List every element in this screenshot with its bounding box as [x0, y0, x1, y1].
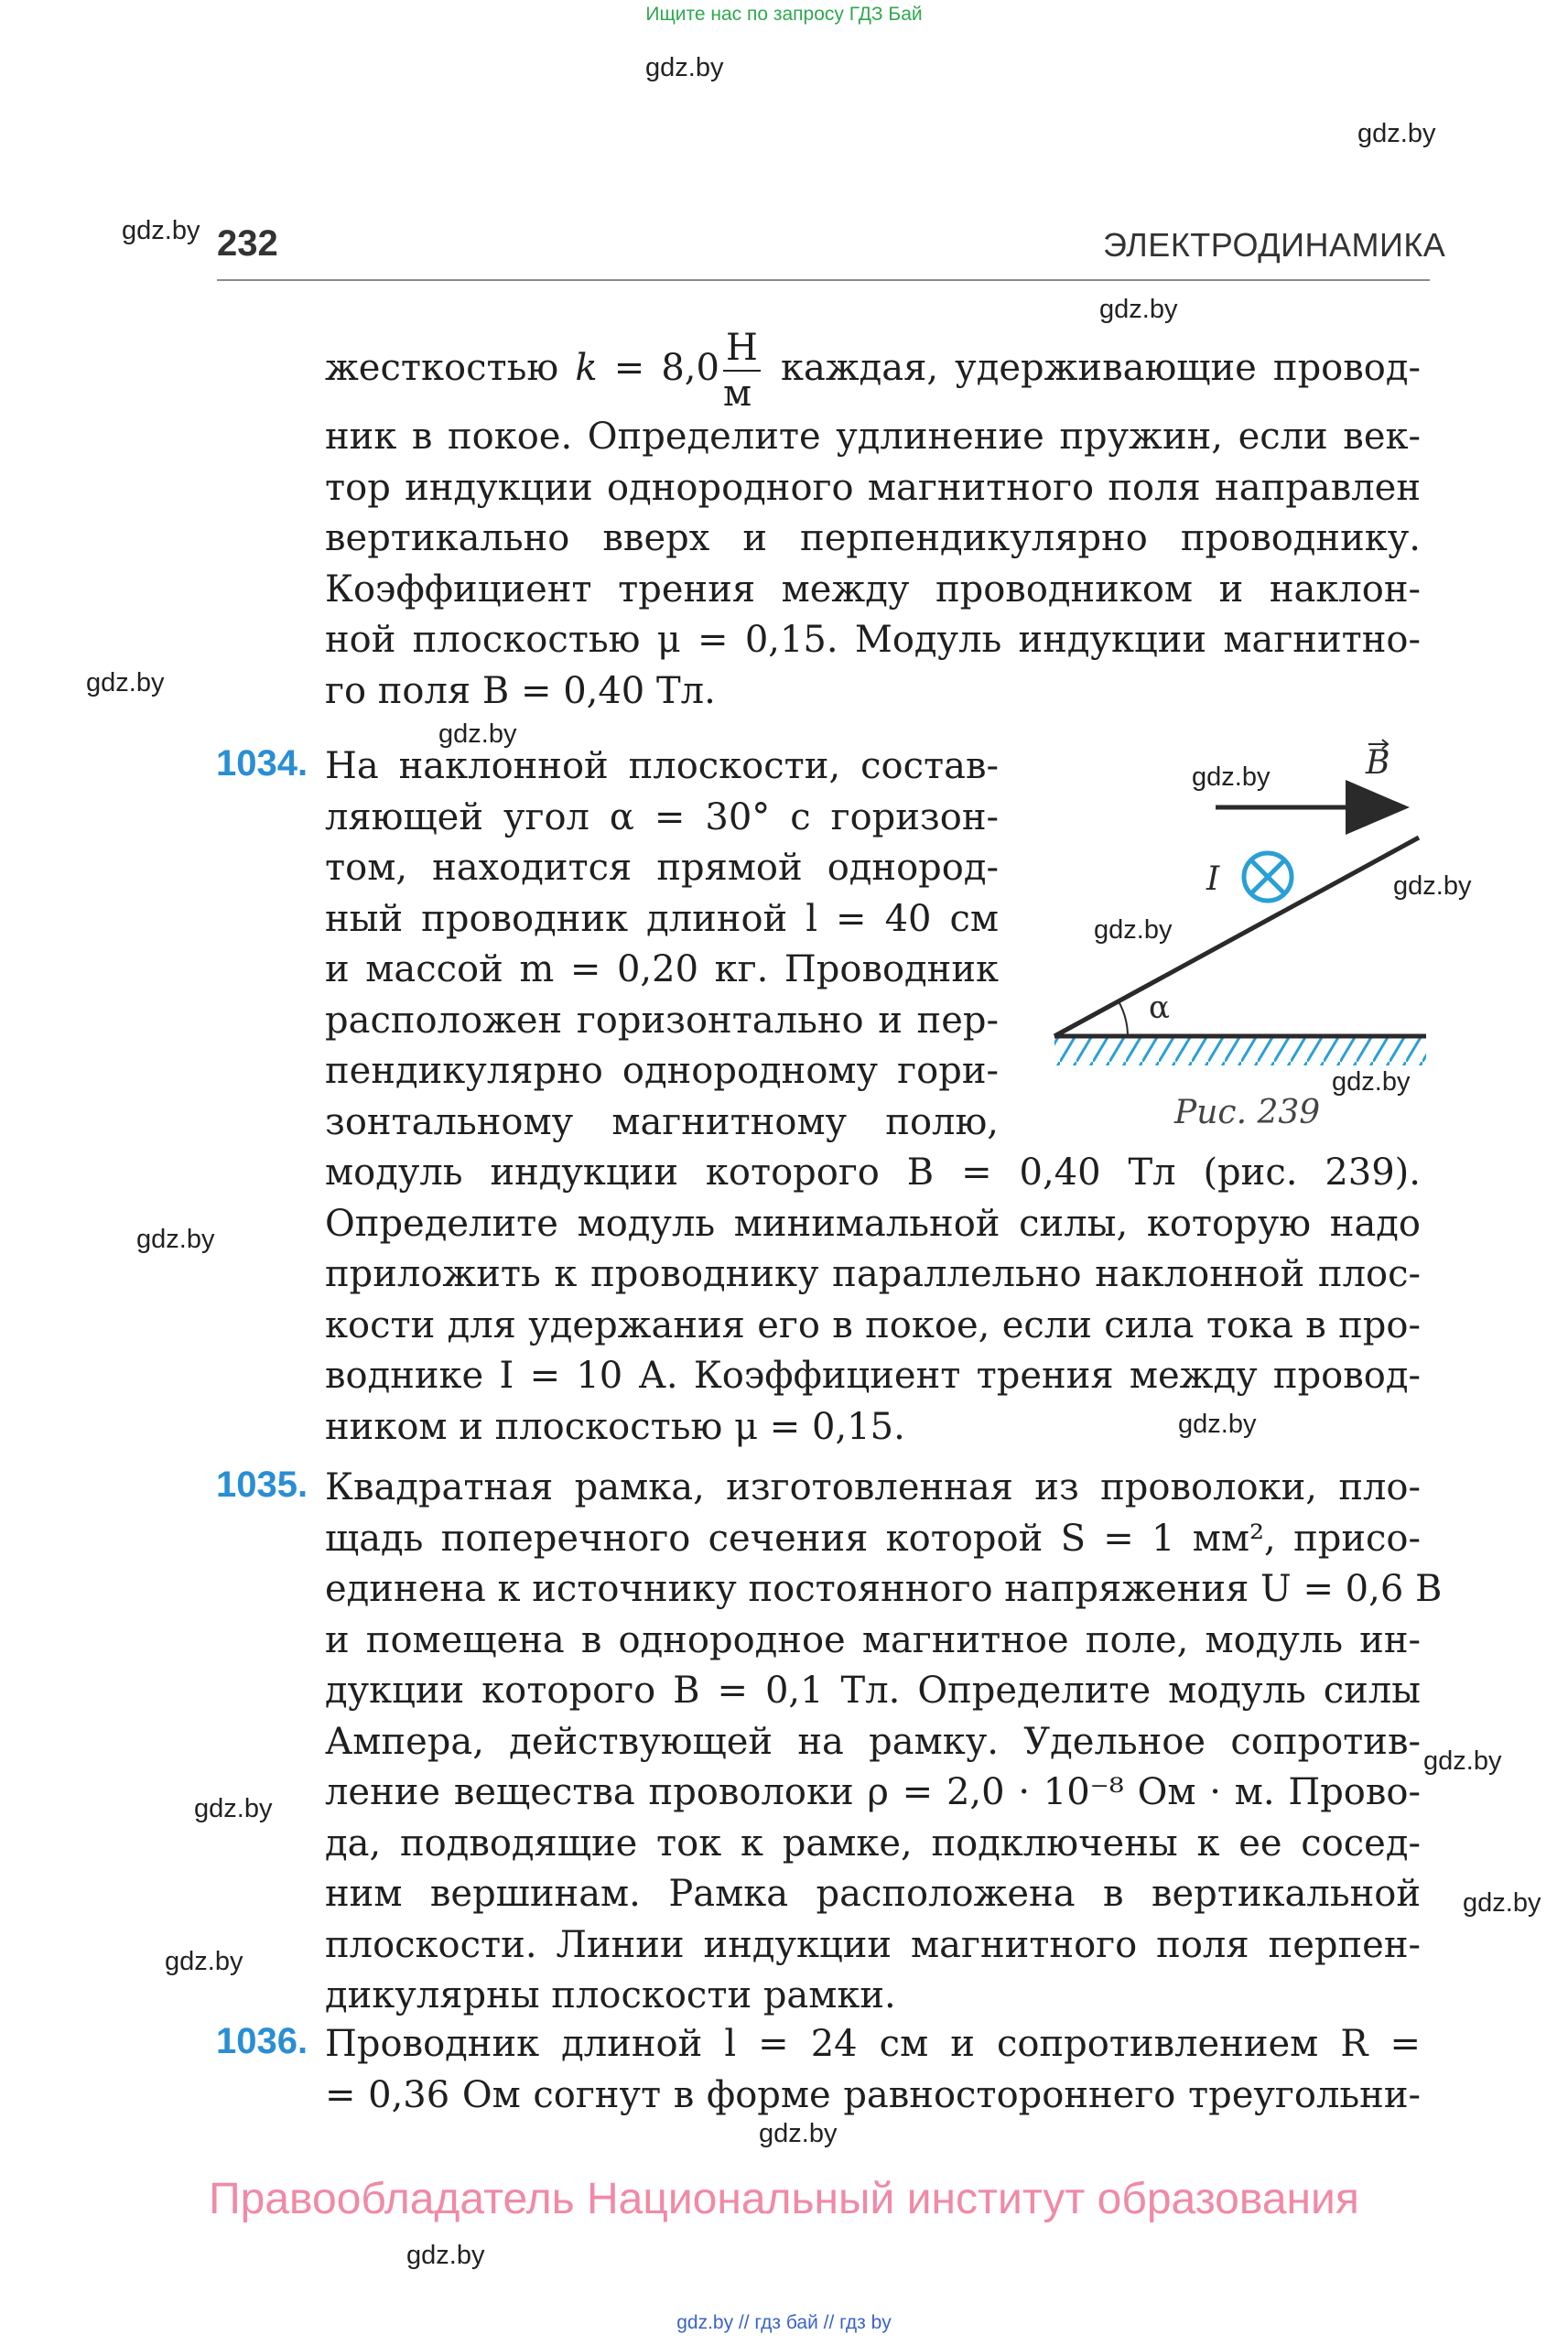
text-line: вертикально вверх и перпендикулярно проводнику.: [325, 517, 1421, 559]
watermark: gdz.by: [1393, 871, 1472, 901]
text-line: кости для удержания его в покое, если сила тока в про-: [325, 1303, 1421, 1346]
problem-1034-narrow: [325, 741, 999, 1148]
watermark: gdz.by: [1423, 1746, 1502, 1776]
text-line: ник в покое. Определите удлинение пружин, если век-: [325, 416, 1421, 458]
text-line: модуль индукции которого B = 0,40 Тл (рис. 239).: [325, 1151, 1421, 1194]
text-line: и помещена в однородное магнитное поле, модуль ин-: [325, 1618, 1421, 1661]
intro-line-1: [325, 327, 1421, 415]
copyright-footer: Правообладатель Национальный институт образования: [209, 2175, 1359, 2223]
text-line: приложить к проводнику параллельно наклонной плос-: [325, 1253, 1421, 1295]
text-line: ной плоскостью μ = 0,15. Модуль индукции магнитно-: [325, 619, 1421, 661]
watermark: gdz.by: [759, 2119, 838, 2148]
problem-number: 1035.: [216, 1465, 308, 1505]
bottom-links[interactable]: gdz.by // гдз бай // гдз by: [676, 2312, 892, 2333]
text-line: ный проводник длиной l = 40 см: [325, 897, 999, 940]
watermark: gdz.by: [1332, 1067, 1411, 1097]
text-line: дикулярны плоскости рамки.: [325, 1974, 896, 2016]
field-B-label: B: [1366, 744, 1390, 782]
text-line: пендикулярно однородному гори-: [325, 1050, 999, 1092]
text-line: ляющей угол α = 30° с горизон-: [325, 795, 999, 838]
inclined-plane: [1054, 838, 1419, 1036]
fraction-denominator: м: [722, 373, 752, 415]
unit-fraction: [722, 327, 761, 415]
watermark: gdz.by: [1099, 295, 1178, 324]
text-line: расположен горизонтально и пер-: [325, 999, 999, 1042]
text-line: да, подводящие ток к рамке, подключены к ее сосед-: [325, 1822, 1421, 1865]
watermark: gdz.by: [438, 719, 517, 749]
problem-1035: [325, 1463, 1443, 2022]
text-line: Квадратная рамка, изготовленная из проволоки, пло-: [325, 1466, 1421, 1508]
var-k: k: [575, 347, 598, 389]
text-line: зонтальному магнитному полю,: [325, 1100, 999, 1143]
watermark: gdz.by: [136, 1225, 215, 1254]
watermark: gdz.by: [1463, 1888, 1541, 1918]
watermark: gdz.by: [194, 1794, 273, 1823]
text-line: Определите модуль минимальной силы, которую надо: [325, 1202, 1421, 1245]
text-line: щадь поперечного сечения которой S = 1 мм², присо-: [325, 1517, 1421, 1560]
fraction-numerator: Н: [723, 330, 761, 372]
problem-1036: [325, 2019, 1421, 2121]
watermark: gdz.by: [1178, 1410, 1257, 1439]
watermark: gdz.by: [165, 1947, 243, 1976]
text-line: и массой m = 0,20 кг. Проводник: [325, 948, 999, 990]
top-note[interactable]: Ищите нас по запросу ГДЗ Бай: [645, 4, 923, 25]
formula-k: [575, 327, 764, 415]
watermark: gdz.by: [645, 53, 724, 82]
text-line: го поля B = 0,40 Тл.: [325, 669, 716, 712]
text-line: плоскости. Линии индукции магнитного поля перпен-: [325, 1923, 1421, 1966]
watermark: gdz.by: [1094, 915, 1173, 945]
text-line: Коэффициент трения между проводником и наклон-: [325, 568, 1421, 611]
section-header: ЭЛЕКТРОДИНАМИКА: [1103, 226, 1446, 264]
text-line: ником и плоскостью μ = 0,15.: [325, 1405, 905, 1448]
text-line: Ампера, действующей на рамку. Удельное сопротив-: [325, 1720, 1421, 1763]
watermark: gdz.by: [1357, 119, 1436, 148]
conductor-into-page-icon: [1244, 853, 1292, 901]
ground-hatching: [1054, 1036, 1426, 1065]
page-number: 232: [217, 223, 278, 264]
text-line: воднике I = 10 А. Коэффициент трения между провод-: [325, 1355, 1421, 1397]
text-line: дукции которого B = 0,1 Тл. Определите модуль силы: [325, 1670, 1421, 1712]
problem-1034-wide: [325, 1148, 1421, 1453]
alpha-label: α: [1149, 989, 1170, 1026]
text-line: тор индукции однородного магнитного поля направлен: [325, 466, 1421, 509]
text-line: ление вещества проволоки ρ = 2,0 · 10⁻⁸ Ом · м. Прово-: [325, 1771, 1421, 1813]
problem-number: 1036.: [216, 2021, 308, 2061]
intro-text: каждая, удерживающие провод-: [780, 347, 1421, 389]
watermark: gdz.by: [1192, 762, 1271, 792]
text-line: На наклонной плоскости, состав-: [325, 745, 999, 787]
text-line: = 0,36 Ом согнут в форме равностороннего треугольни-: [325, 2073, 1421, 2116]
current-I-label: I: [1206, 860, 1220, 898]
angle-arc: [1119, 1001, 1128, 1036]
figure-239: [1044, 732, 1437, 1080]
problem-number: 1034.: [216, 743, 308, 784]
text-line: единена к источнику постоянного напряжения U = 0,6 В: [325, 1568, 1443, 1610]
figure-caption: Рис. 239: [1174, 1094, 1321, 1131]
watermark: gdz.by: [406, 2241, 485, 2270]
value-k: = 8,0: [597, 347, 719, 389]
intro-text: жесткостью: [325, 347, 559, 389]
watermark: gdz.by: [86, 668, 165, 697]
text-line: Проводник длиной l = 24 см и сопротивлением R =: [325, 2023, 1421, 2065]
intro-paragraph: [325, 327, 1421, 717]
header-rule: [217, 279, 1430, 281]
watermark: gdz.by: [122, 216, 200, 245]
text-line: том, находится прямой однород-: [325, 847, 999, 889]
text-line: ним вершинам. Рамка расположена в вертикальной: [325, 1873, 1421, 1915]
